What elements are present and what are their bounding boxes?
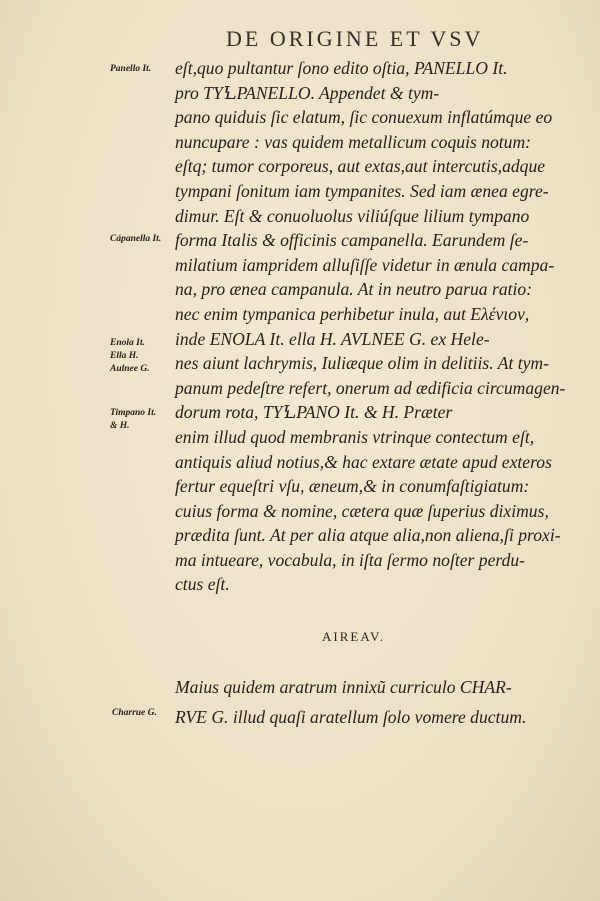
text-line: ctus eſt. xyxy=(175,574,230,595)
section-heading: AIREAV. xyxy=(322,629,386,644)
text-line: pro TYꝆPANELLO. Appendet & tym- xyxy=(175,82,440,103)
margin-note: Charrue G. xyxy=(112,708,157,718)
text-line: fertur equeſtri vſu, æneum,& in conumfaſtigiatum: xyxy=(175,476,530,497)
text-line: na, pro ænea campanula. At in neutro parua ratio: xyxy=(175,279,533,300)
text-line: tympani ſonitum iam tympanites. Sed iam ænea egre- xyxy=(175,180,549,201)
text-line: eſt,quo pultantur ſono edito oſtia, PANELLO It. xyxy=(175,58,508,78)
margin-note: Cápanella It. xyxy=(110,234,162,244)
text-line: pano quiduis ſic elatum, ſic conuexum inflatúmque eo xyxy=(175,107,553,128)
text-line: panum pedeſtre refert, onerum ad ædificia circumagen- xyxy=(175,377,566,398)
text-line: inde ENOLA It. ella H. AVLNEE G. ex Hele- xyxy=(175,328,490,349)
margin-note: & H. xyxy=(110,421,130,431)
text-line: Maius quidem aratrum innixũ curriculo CHAR- xyxy=(175,677,512,697)
text-line: ma intueare, vocabula, in iſta ſermo noſter perdu- xyxy=(175,549,526,570)
margin-note: Aulnee G. xyxy=(110,364,150,374)
text-line: milatium iampridem alluſiſſe videtur in ænula campa- xyxy=(175,254,555,275)
text-line: dimur. Eſt & conuoluolus viliúſque lilium tympano xyxy=(175,205,530,226)
running-head: DE ORIGINE ET VSV xyxy=(226,26,484,51)
text-line: enim illud quod membranis vtrinque contectum eſt, xyxy=(175,426,535,447)
text-line: prædita ſunt. At per alia atque alia,non aliena,ſi proxi- xyxy=(175,525,561,546)
text-line: nuncupare : vas quidem metallicum coquis notum: xyxy=(175,131,532,152)
text-line: RVE G. illud quaſi aratellum ſolo vomere ductum. xyxy=(175,707,527,727)
text-line: eſtq; tumor corporeus, aut extas,aut intercutis,adque xyxy=(175,156,546,177)
text-line: nes aiunt lachrymis, Iuliæque olim in delitiis. At tym- xyxy=(175,353,549,374)
margin-note: Ella H. xyxy=(110,351,139,361)
margin-note: Enola It. xyxy=(110,338,145,348)
text-line: nec enim tympanica perhibetur inula, aut Ελένιον, xyxy=(175,303,530,324)
text-line: cuius forma & nomine, cætera quæ ſuperius diximus, xyxy=(175,500,549,521)
main-text-block xyxy=(175,56,575,597)
text-line: forma Italis & officinis campanella. Earundem ſe- xyxy=(175,230,529,251)
section-text-block xyxy=(175,672,575,732)
text-line: antiquis aliud notius,& hac extare ætate apud exteros xyxy=(175,451,552,472)
margin-note: Panello It. xyxy=(110,64,152,74)
margin-note: Timpano It. xyxy=(110,408,157,418)
text-line: dorum rota, TYꝆPANO It. & H. Præter xyxy=(175,402,453,423)
